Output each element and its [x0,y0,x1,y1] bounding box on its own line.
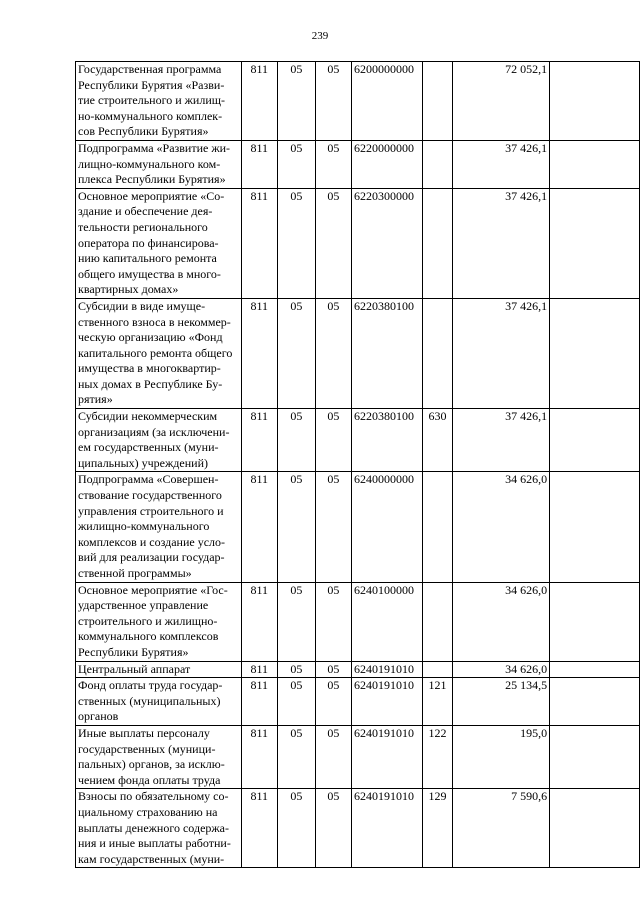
grbs-cell: 811 [241,725,277,788]
target-article-cell: 6200000000 [351,62,422,141]
item-name-line: кам государственных (муни- [78,851,225,866]
item-name-line: ственной программы» [78,566,192,580]
budget-table [75,61,640,868]
section-cell: 05 [277,298,315,408]
amount-cell: 72 052,1 [453,62,550,141]
target-article-cell: 6220000000 [351,140,422,188]
extra-cell [550,789,640,868]
target-article-cell: 6220380100 [351,409,422,472]
item-name-line: строительного и жилищно- [78,613,218,628]
item-name-line: Республики Бурятия» [78,644,189,659]
item-name-cell [76,298,242,408]
item-name-line: Подпрограмма «Развитие жи- [78,140,231,155]
item-name-line: ственного взноса в некоммер- [78,314,231,329]
extra-cell [550,188,640,298]
extra-cell [550,678,640,726]
item-name-line: Государственная программа [78,62,222,76]
subsection-cell: 05 [315,188,351,298]
item-name-cell [76,62,242,141]
item-name-line: Основное мероприятие «Со- [78,188,225,203]
extra-cell [550,140,640,188]
extra-cell [550,472,640,582]
table-row [76,140,640,188]
grbs-cell: 811 [241,409,277,472]
item-name-cell [76,409,242,472]
subsection-cell: 05 [315,409,351,472]
item-name-line: ем государственных (муни- [78,440,219,455]
grbs-cell: 811 [241,140,277,188]
section-cell: 05 [277,582,315,661]
item-name-line: квартирных домах» [78,282,179,297]
item-name-line: Основное мероприятие «Гос- [78,582,228,597]
item-name-line: капитального ремонта общего [78,345,233,360]
grbs-cell: 811 [241,188,277,298]
expense-type-cell [422,62,453,141]
extra-cell [550,661,640,678]
page-number: 239 [311,30,329,42]
item-name-cell [76,661,242,678]
item-name-line: рятия» [78,392,113,407]
grbs-cell: 811 [241,789,277,868]
budget-table-body [76,62,640,868]
item-name-line: тельности регионального [78,219,208,234]
section-cell: 05 [277,62,315,141]
subsection-cell: 05 [315,725,351,788]
item-name-line: коммунального комплексов [78,629,219,644]
item-name-line: комплексов и создание усло- [78,534,226,549]
grbs-cell: 811 [241,472,277,582]
amount-cell: 37 426,1 [453,188,550,298]
item-name-line: Взносы по обязательному со- [78,789,229,804]
item-name-line: Субсидии некоммерческим [78,409,218,424]
item-name-line: органов [78,709,119,724]
section-cell: 05 [277,661,315,678]
target-article-cell: 6240191010 [351,678,422,726]
item-name-line: Иные выплаты персоналу [78,725,210,740]
grbs-cell: 811 [241,298,277,408]
section-cell: 05 [277,188,315,298]
item-name-line: плекса Республики Бурятия» [78,172,226,187]
subsection-cell: 05 [315,472,351,582]
extra-cell [550,725,640,788]
item-name-cell [76,725,242,788]
grbs-cell: 811 [241,62,277,141]
target-article-cell: 6240191010 [351,725,422,788]
target-article-cell: 6220300000 [351,188,422,298]
target-article-cell: 6240100000 [351,582,422,661]
subsection-cell: 05 [315,661,351,678]
item-name-line: Фонд оплаты труда государ- [78,678,223,693]
table-row [76,582,640,661]
extra-cell [550,298,640,408]
table-row [76,725,640,788]
expense-type-cell [422,188,453,298]
item-name-line: организациям (за исключени- [78,424,230,439]
table-row [76,472,640,582]
amount-cell: 195,0 [453,725,550,788]
expense-type-cell [422,661,453,678]
section-cell: 05 [277,789,315,868]
item-name-cell [76,582,242,661]
item-name-line: ческую организацию «Фонд [78,330,223,345]
item-name-cell [76,140,242,188]
amount-cell: 37 426,1 [453,298,550,408]
extra-cell [550,582,640,661]
table-row [76,789,640,868]
section-cell: 05 [277,678,315,726]
extra-cell [550,62,640,141]
table-row [76,188,640,298]
expense-type-cell [422,472,453,582]
item-name-line: лищно-коммунального ком- [78,156,221,171]
grbs-cell: 811 [241,582,277,661]
item-name-line: управления строительного и [78,503,224,518]
expense-type-cell [422,298,453,408]
item-name-cell [76,472,242,582]
item-name-line: Республики Бурятия «Разви- [78,77,225,92]
amount-cell: 34 626,0 [453,661,550,678]
item-name-cell [76,789,242,868]
table-row [76,409,640,472]
expense-type-cell: 122 [422,725,453,788]
item-name-line: выплаты денежного содержа- [78,820,230,835]
subsection-cell: 05 [315,789,351,868]
grbs-cell: 811 [241,678,277,726]
item-name-line: оператора по финансирова- [78,235,219,250]
amount-cell: 25 134,5 [453,678,550,726]
expense-type-cell: 129 [422,789,453,868]
target-article-cell: 6240191010 [351,789,422,868]
item-name-line: чением фонда оплаты труда [78,772,221,787]
expense-type-cell: 630 [422,409,453,472]
table-row [76,298,640,408]
item-name-line: тие строительного и жилищ- [78,93,225,108]
item-name-line: общего имущества в много- [78,266,221,281]
item-name-line: жилищно-коммунального [78,519,210,534]
target-article-cell: 6240191010 [351,661,422,678]
item-name-line: имущества в многоквартир- [78,361,221,376]
section-cell: 05 [277,472,315,582]
item-name-line: ственных (муниципальных) [78,693,221,708]
item-name-line: ния и иные выплаты работни- [78,836,231,851]
amount-cell: 34 626,0 [453,472,550,582]
item-name-line: нию капитального ремонта [78,251,217,266]
table-row [76,678,640,726]
item-name-line: ных домах в Республике Бу- [78,376,223,391]
amount-cell: 34 626,0 [453,582,550,661]
item-name-line: Центральный аппарат [78,661,191,676]
section-cell: 05 [277,725,315,788]
item-name-line: вий для реализации государ- [78,550,225,565]
section-cell: 05 [277,409,315,472]
item-name-line: государственных (муници- [78,741,216,756]
extra-cell [550,409,640,472]
item-name-cell [76,678,242,726]
amount-cell: 37 426,1 [453,409,550,472]
section-cell: 05 [277,140,315,188]
item-name-line: сов Республики Бурятия» [78,124,209,139]
target-article-cell: 6220380100 [351,298,422,408]
item-name-line: ствование государственного [78,488,222,503]
item-name-cell [76,188,242,298]
item-name-line: ципальных) учреждений) [78,455,208,470]
amount-cell: 37 426,1 [453,140,550,188]
item-name-line: пальных) органов, за исклю- [78,757,225,772]
item-name-line: Субсидии в виде имуще- [78,298,206,313]
item-name-line: циальному страхованию на [78,804,218,819]
subsection-cell: 05 [315,582,351,661]
expense-type-cell [422,582,453,661]
target-article-cell: 6240000000 [351,472,422,582]
item-name-line: ударственное управление [78,598,209,613]
subsection-cell: 05 [315,140,351,188]
table-row [76,62,640,141]
grbs-cell: 811 [241,661,277,678]
expense-type-cell [422,140,453,188]
expense-type-cell: 121 [422,678,453,726]
item-name-line: Подпрограмма «Совершен- [78,472,219,487]
subsection-cell: 05 [315,298,351,408]
amount-cell: 7 590,6 [453,789,550,868]
subsection-cell: 05 [315,678,351,726]
item-name-line: здание и обеспечение дея- [78,204,213,219]
table-row [76,661,640,678]
subsection-cell: 05 [315,62,351,141]
item-name-line: но-коммунального комплек- [78,108,223,123]
